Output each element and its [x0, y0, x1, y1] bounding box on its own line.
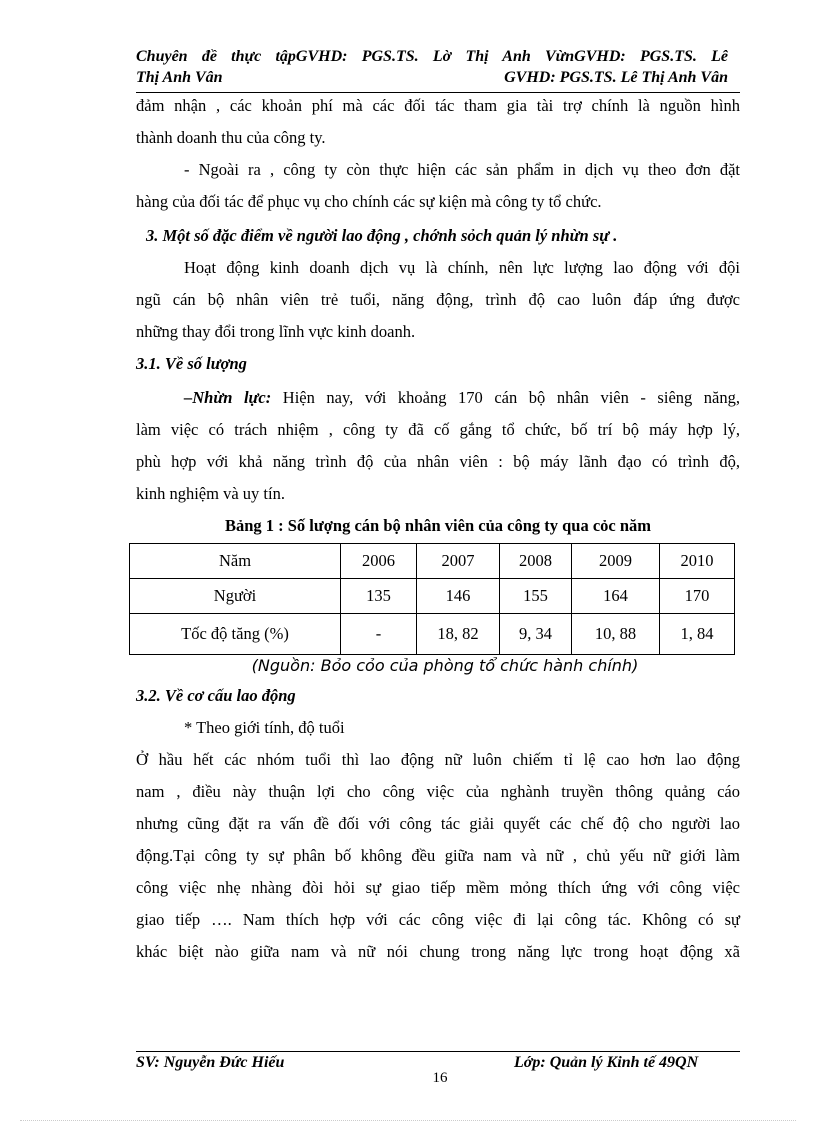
table-header-row [130, 544, 735, 579]
para5-line5: công việc nhẹ nhàng đòi hỏi sự giao tiếp mềm mỏng thích ứng với công việc [136, 878, 740, 897]
para4-label: Nhừn lực: [192, 388, 272, 407]
table-cell: Năm [130, 544, 341, 579]
table-cell: 170 [660, 579, 735, 614]
page-bottom-divider [20, 1120, 796, 1121]
table-cell: 2010 [660, 544, 735, 579]
para4-line4: kinh nghiệm và uy tín. [136, 484, 285, 503]
para4-line2: làm việc có trách nhiệm , công ty đã cố gắng tổ chức, bố trí bộ máy hợp lý, [136, 420, 740, 439]
header-advisor: GVHD: PGS.TS. Lê Thị Anh Vân [504, 69, 728, 86]
table-cell: Người [130, 579, 341, 614]
para5-line4: động.Tại công ty sự phân bố không đều giữa nam và nữ , chủ yếu nữ giới làm [136, 846, 740, 865]
para3-line3: những thay đổi trong lĩnh vực kinh doanh. [136, 322, 416, 341]
footer-class: Lớp: Quản lý Kinh tế 49QN [514, 1054, 699, 1071]
table-cell: 135 [341, 579, 417, 614]
section-heading-3-2: 3.2. Về cơ cấu lao động [136, 686, 296, 705]
table-row [130, 614, 735, 655]
table-cell: 2008 [500, 544, 572, 579]
table-cell: 1, 84 [660, 614, 735, 655]
table-cell: 18, 82 [417, 614, 500, 655]
table-cell: 10, 88 [572, 614, 660, 655]
para2-line2: hàng của đối tác để phục vụ cho chính các sự kiện mà công ty tổ chức. [136, 192, 602, 211]
table-cell: 2007 [417, 544, 500, 579]
para4-line3: phù hợp với khả năng trình độ của nhân viên : bộ máy lãnh đạo có trình độ, [136, 452, 740, 471]
running-header-line1: Chuyên đề thực tậpGVHD: PGS.TS. Lờ Thị Anh VừnGVHD: PGS.TS. Lê [136, 48, 728, 65]
para5-line1: Ở hầu hết các nhóm tuổi thì lao động nữ luôn chiếm tỉ lệ cao hơn lao động [136, 750, 740, 769]
section-heading-3: 3. Một số đặc điểm về người lao động , chớnh sỏch quản lý nhừn sự . [146, 226, 618, 245]
para5-line2: nam , điều này thuận lợi cho công việc của nghành truyền thông quảng cáo [136, 782, 740, 801]
table-cell: 164 [572, 579, 660, 614]
para4-line1: –Nhừn lực: Hiện nay, với khoảng 170 cán bộ nhân viên - siêng năng, [184, 388, 741, 407]
para1-line1: đảm nhận , các khoản phí mà các đối tác tham gia tài trợ chính là nguồn hình [136, 96, 740, 115]
para4-line1-text: Hiện nay, với khoảng 170 cán bộ nhân viên - siêng năng, [282, 388, 741, 407]
table-cell: 146 [417, 579, 500, 614]
table-cell: 9, 34 [500, 614, 572, 655]
table-cell: 2009 [572, 544, 660, 579]
header-rule [136, 92, 740, 93]
para3-line1: Hoạt động kinh doanh dịch vụ là chính, nên lực lượng lao động với đội [184, 258, 740, 277]
footer-student: SV: Nguyễn Đức Hiếu [136, 1054, 285, 1071]
table-cell: Tốc độ tăng (%) [130, 614, 341, 655]
para5-line3: nhưng cũng đặt ra vấn đề đối với công tác giải quyết các chế độ cho người lao [136, 814, 740, 833]
para5-line7: khác biệt nào giữa nam và nữ nói chung trong năng lực trong hoạt động xã [136, 942, 740, 961]
table-caption: Bảng 1 : Số lượng cán bộ nhân viên của công ty qua cỏc năm [224, 516, 652, 535]
staff-table [129, 543, 735, 655]
running-header-line2 [136, 69, 728, 87]
page-number: 16 [432, 1070, 448, 1086]
table-source: (Nguồn: Bỏo cỏo của phòng tổ chức hành chính) [251, 656, 639, 675]
para5-line6: giao tiếp …. Nam thích hợp với các công việc đi lại công tác. Không có sự [136, 910, 740, 929]
subheading-gender-age: * Theo giới tính, độ tuổi [184, 718, 345, 737]
table-row [130, 579, 735, 614]
header-author-name: Thị Anh Vân [136, 69, 223, 86]
para2-line1: - Ngoài ra , công ty còn thực hiện các sản phẩm in dịch vụ theo đơn đặt [184, 160, 740, 179]
footer-rule [136, 1051, 740, 1052]
para3-line2: ngũ cán bộ nhân viên trẻ tuổi, năng động, trình độ cao luôn đáp ứng được [136, 290, 740, 309]
section-heading-3-1: 3.1. Về số lượng [136, 354, 247, 373]
table-cell: 155 [500, 579, 572, 614]
table-cell: 2006 [341, 544, 417, 579]
para1-line2: thành doanh thu của công ty. [136, 128, 326, 147]
table-cell: - [341, 614, 417, 655]
